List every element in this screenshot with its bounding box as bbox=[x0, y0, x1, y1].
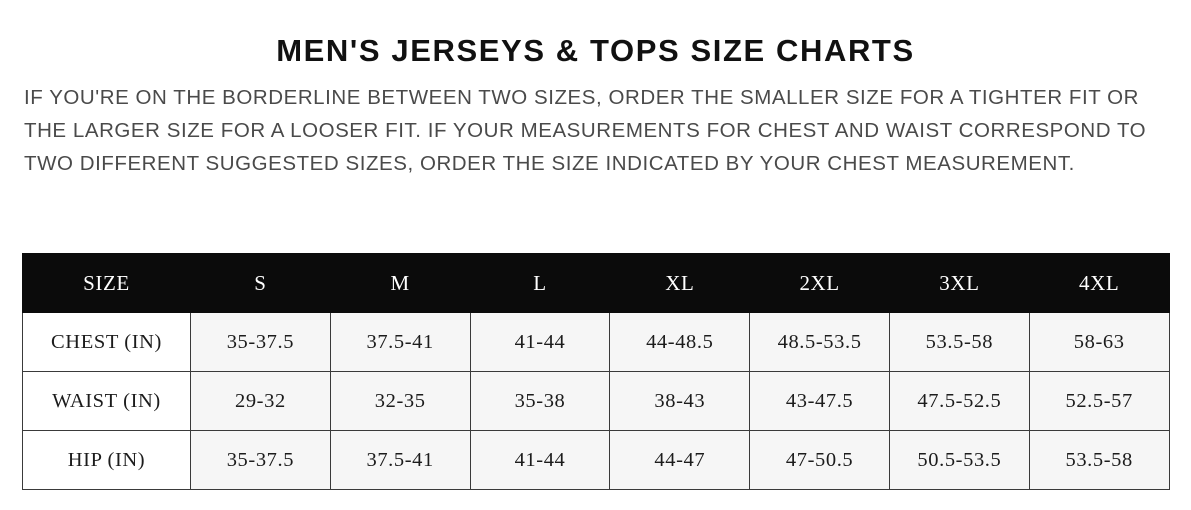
intro-paragraph: IF YOU'RE ON THE BORDERLINE BETWEEN TWO SIZES, ORDER THE SMALLER SIZE FOR A TIGHTER FIT OR THE LARGER SIZE FOR A LOOSER FIT. IF YOUR MEASUREMENTS FOR CHEST AND WAIST CORRESPOND TO TWO DIFFERENT SUGGESTED SIZES, ORDER THE SIZE INDICATED BY YOUR CHEST MEASUREMENT. bbox=[24, 86, 1147, 176]
cell-hip-4xl: 53.5-58 bbox=[1029, 431, 1169, 490]
table-header-row bbox=[23, 254, 1170, 313]
column-header-m: M bbox=[330, 254, 470, 313]
cell-hip-s: 35-37.5 bbox=[191, 431, 331, 490]
row-label-hip: HIP (IN) bbox=[23, 431, 191, 490]
table-row bbox=[23, 372, 1170, 431]
cell-hip-m: 37.5-41 bbox=[330, 431, 470, 490]
cell-waist-3xl: 47.5-52.5 bbox=[889, 372, 1029, 431]
table-body bbox=[23, 313, 1170, 490]
cell-waist-s: 29-32 bbox=[191, 372, 331, 431]
column-header-4xl: 4XL bbox=[1029, 254, 1169, 313]
row-label-chest: CHEST (IN) bbox=[23, 313, 191, 372]
cell-chest-2xl: 48.5-53.5 bbox=[750, 313, 890, 372]
cell-waist-4xl: 52.5-57 bbox=[1029, 372, 1169, 431]
page-title: MEN'S JERSEYS & TOPS SIZE CHARTS bbox=[276, 33, 915, 68]
cell-chest-m: 37.5-41 bbox=[330, 313, 470, 372]
column-header-size: SIZE bbox=[23, 254, 191, 313]
cell-chest-3xl: 53.5-58 bbox=[889, 313, 1029, 372]
size-chart-table bbox=[22, 253, 1170, 490]
row-label-waist: WAIST (IN) bbox=[23, 372, 191, 431]
cell-waist-2xl: 43-47.5 bbox=[750, 372, 890, 431]
cell-waist-m: 32-35 bbox=[330, 372, 470, 431]
column-header-3xl: 3XL bbox=[889, 254, 1029, 313]
cell-chest-xl: 44-48.5 bbox=[610, 313, 750, 372]
column-header-s: S bbox=[191, 254, 331, 313]
column-header-l: L bbox=[470, 254, 610, 313]
cell-hip-3xl: 50.5-53.5 bbox=[889, 431, 1029, 490]
table-row bbox=[23, 431, 1170, 490]
cell-chest-l: 41-44 bbox=[470, 313, 610, 372]
cell-hip-l: 41-44 bbox=[470, 431, 610, 490]
column-header-2xl: 2XL bbox=[750, 254, 890, 313]
table-row bbox=[23, 313, 1170, 372]
table-head bbox=[23, 254, 1170, 313]
cell-hip-2xl: 47-50.5 bbox=[750, 431, 890, 490]
size-chart-table-wrapper bbox=[22, 253, 1169, 490]
cell-chest-s: 35-37.5 bbox=[191, 313, 331, 372]
cell-hip-xl: 44-47 bbox=[610, 431, 750, 490]
cell-waist-l: 35-38 bbox=[470, 372, 610, 431]
cell-chest-4xl: 58-63 bbox=[1029, 313, 1169, 372]
cell-waist-xl: 38-43 bbox=[610, 372, 750, 431]
column-header-xl: XL bbox=[610, 254, 750, 313]
